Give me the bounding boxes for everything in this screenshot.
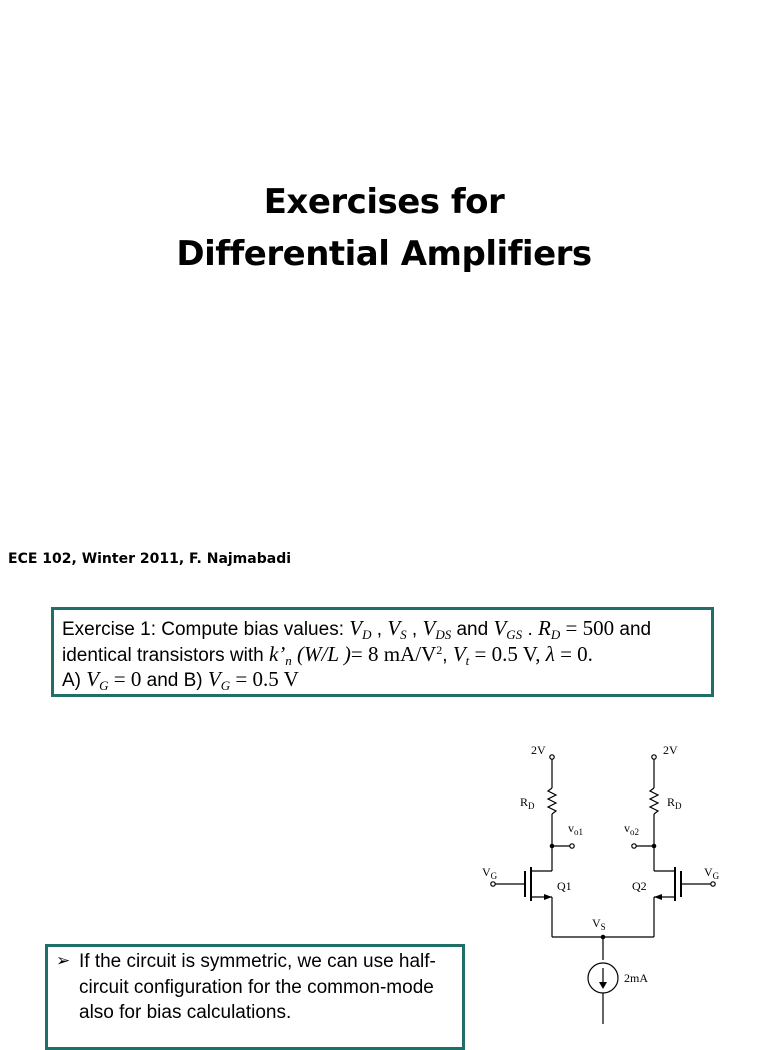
rd-left-label: $R_D$: [520, 795, 535, 811]
vt-value: = 0.5 V,: [469, 642, 546, 666]
vg-right-label: $V_G$: [704, 865, 720, 881]
bullet-arrow-icon: ➢: [56, 951, 71, 970]
current-source-label: 2mA: [624, 971, 648, 985]
var-vds: $V_{DS}$: [422, 616, 452, 642]
right-resistor: [650, 788, 658, 814]
left-supply-label: 2V: [531, 743, 546, 757]
left-resistor: [548, 788, 556, 814]
wl-value: = 8 $mA/V^2$: [350, 642, 443, 666]
var-vd: $V_D$: [349, 616, 372, 642]
exercise-line-2-text: identical transistors with: [62, 645, 269, 666]
part-a-label: A): [62, 670, 87, 691]
sep: .: [522, 619, 539, 640]
differential-amplifier-circuit: [470, 735, 760, 1024]
exercise-line-3: [62, 667, 299, 694]
left-supply-terminal: [550, 755, 554, 759]
exercise-intro: Exercise 1: Compute bias values:: [62, 619, 350, 640]
var-vt: $V_t$: [452, 642, 470, 668]
sep: ,: [371, 619, 388, 640]
note-text: If the circuit is symmetric, we can use half-circuit configuration for the common-mode also for bias calculations.: [79, 951, 436, 1023]
q1-label: Q1: [557, 879, 572, 893]
sep: ,: [442, 645, 453, 666]
course-credit: ECE 102, Winter 2011, F. Najmabadi: [8, 551, 292, 567]
rd-value: = 500: [560, 616, 615, 640]
exercise-box: [51, 607, 714, 697]
var-vg-a: $V_G$: [86, 667, 109, 693]
vg-left-label: $V_G$: [482, 865, 498, 881]
exercise-line-1: [62, 616, 651, 643]
note-box: [45, 944, 465, 1050]
vo2-label: $v_{o2}$: [624, 821, 639, 837]
right-supply-label: 2V: [663, 743, 678, 757]
slide-title-line-2: Differential Amplifiers: [176, 234, 592, 274]
sep: and: [451, 619, 494, 640]
slide-title-line-1: Exercises for: [263, 182, 505, 222]
var-vs: $V_S$: [387, 616, 407, 642]
exercise-line-2: [62, 642, 593, 669]
lambda-value: = 0.: [554, 642, 593, 666]
vs-node-label: $V_S$: [592, 916, 606, 932]
var-kn: $k’_n$: [268, 642, 292, 668]
q2-label: Q2: [632, 879, 647, 893]
var-vgs: $V_{GS}$: [493, 616, 523, 642]
vg-a-value: = 0: [108, 667, 142, 691]
var-lambda: λ: [545, 642, 555, 666]
right-supply-terminal: [652, 755, 656, 759]
sep: and: [614, 619, 652, 640]
var-rd: $R_D$: [538, 616, 561, 642]
part-b-label: and B): [141, 670, 208, 691]
rd-right-label: $R_D$: [667, 795, 682, 811]
vg-b-value: = 0.5 V: [230, 667, 299, 691]
var-wl: (W/L ): [291, 642, 351, 666]
sep: ,: [406, 619, 423, 640]
var-vg-b: $V_G$: [207, 667, 231, 693]
vo1-label: $v_{o1}$: [568, 821, 583, 837]
